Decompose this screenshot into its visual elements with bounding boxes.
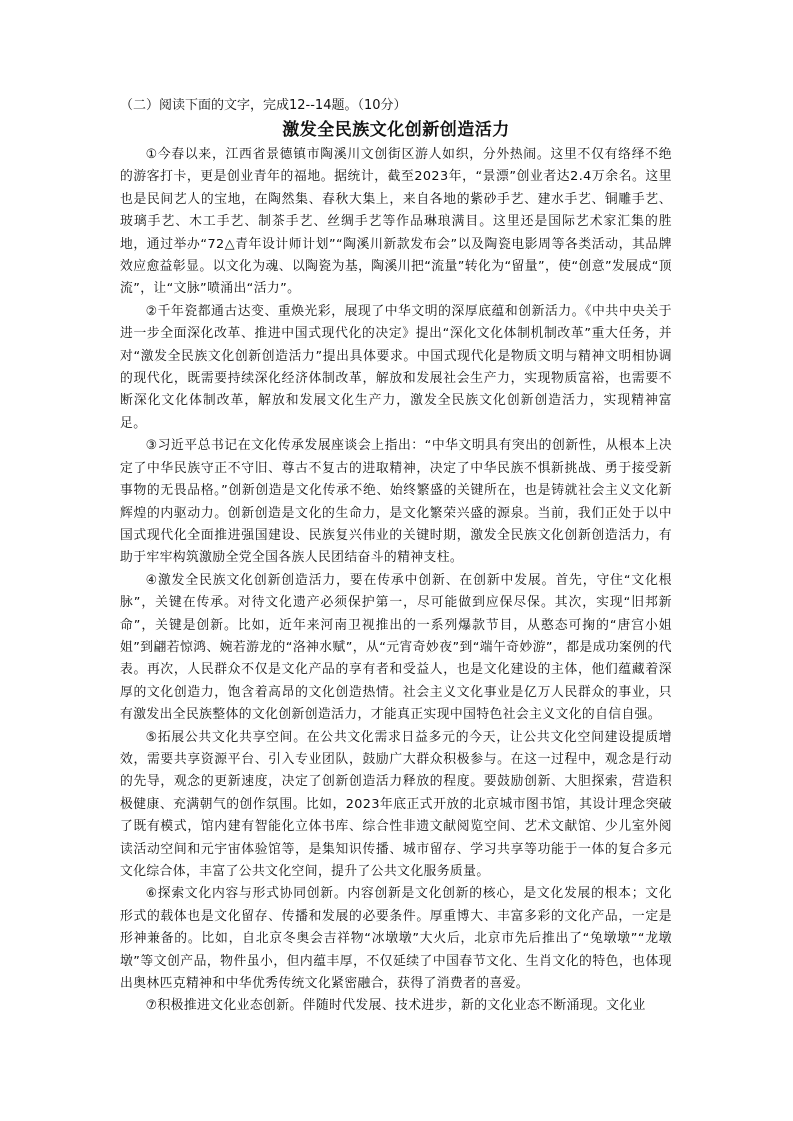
paragraph-3: ③习近平总书记在文化传承发展座谈会上指出：“中华文明具有突出的创新性，从根本上决定了中华民族守正不守旧、尊古不复古的进取精神，决定了中华民族不惧新挑战、勇于接受新事物的无畏品格。”创新创造是文化传承不绝、始终繁盛的关键所在，也是铸就社会主义文化新辉煌的内驱动力。创新创造是文化的生命力，是文化繁荣兴盛的源泉。当前，我们正处于以中国式现代化全面推进强国建设、民族复兴伟业的关键时期，激发全民族文化创新创造活力，有助于牢牢构筑激励全党全国各族人民团结奋斗的精神支柱。 (120, 438, 672, 566)
section-heading: （二）阅读下面的文字，完成12--14题。（10分） (120, 98, 407, 113)
article-title: 激发全民族文化创新创造活力 (282, 120, 510, 140)
paragraph-7: ⑦积极推进文化业态创新。伴随时代发展、技术进步，新的文化业态不断涌现。文化业 (145, 998, 646, 1014)
paragraph-4: ④激发全民族文化创新创造活力，要在传承中创新、在创新中发展。首先，守住“文化根脉”，关键在传承。对待文化遗产必须保护第一，尽可能做到应保尽保。其次，实现“旧邦新命”，关键是创新。比如，近年来河南卫视推出的一系列爆款节目，从憨态可掬的“唐宫小姐姐”到翩若惊鸿、婉若游龙的“洛神水赋”，从“元宵奇妙夜”到“端午奇妙游”，都是成功案例的代表。再次，人民群众不仅是文化产品的享有者和受益人，也是文化建设的主体，他们蕴藏着深厚的文化创造力，饱含着高昂的文化创造热情。社会主义文化事业是亿万人民群众的事业，只有激发出全民族整体的文化创新创造活力，才能真正实现中国特色社会主义文化的自信自强。 (120, 572, 672, 723)
paragraph-5: ⑤拓展公共文化共享空间。在公共文化需求日益多元的今天，让公共文化空间建设提质增效，需要共享资源平台、引入专业团队，鼓励广大群众积极参与。在这一过程中，观念是行动的先导，观念的更新速度，决定了创新创造活力释放的程度。要鼓励创新、大胆探索，营造积极健康、充满朝气的创作氛围。比如，2023年底正式开放的北京城市图书馆，其设计理念突破了既有模式，馆内建有智能化立体书库、综合性非遗文献阅览空间、艺术文献馆、少儿室外阅读活动空间和元宇宙体验馆等，是集知识传播、城市留存、学习共享等功能于一体的复合多元文化综合体，丰富了公共文化空间，提升了公共文化服务质量。 (120, 729, 672, 879)
paragraph-6: ⑥探索文化内容与形式协同创新。内容创新是文化创新的核心，是文化发展的根本；文化形式的载体也是文化留存、传播和发展的必要条件。厚重博大、丰富多彩的文化产品，一定是形神兼备的。比如，自北京冬奥会吉祥物“冰墩墩”大火后，北京市先后推出了“兔墩墩”“龙墩墩”等文创产品，物件虽小，但内蕴丰厚，不仅延续了中国春节文化、生肖文化的特色，也体现出奥林匹克精神和中华优秀传统文化紧密融合，获得了消费者的喜爱。 (120, 886, 672, 992)
article-body (120, 96, 672, 1018)
paragraph-2: ②千年瓷都通古达变、重焕光彩，展现了中华文明的深厚底蕴和创新活力。《中共中央关于进一步全面深化改革、推进中国式现代化的决定》提出“深化文化体制机制改革”重大任务，并对“激发全民族文化创新创造活力”提出具体要求。中国式现代化是物质文明与精神文明相协调的现代化，既需要持续深化经济体制改革，解放和发展社会生产力，实现物质富裕，也需要不断深化文化体制改革，解放和发展文化生产力，激发全民族文化创新创造活力，实现精神富足。 (120, 303, 672, 431)
paragraph-1: ①今春以来，江西省景德镇市陶溪川文创街区游人如织，分外热闹。这里不仅有络绎不绝的游客打卡，更是创业青年的福地。据统计，截至2023年，“景漂”创业者达2.4万余名。这里也是民间艺人的宝地，在陶然集、春秋大集上，来自各地的紫砂手艺、建水手艺、铜雕手艺、玻璃手艺、木工手艺、制茶手艺、丝绸手艺等作品琳琅满目。这里还是国际艺术家汇集的胜地，通过举办“72△青年设计师计划”“陶溪川新款发布会”以及陶瓷电影周等各类活动，其品牌效应愈益彰显。以文化为魂、以陶瓷为基，陶溪川把“流量”转化为“留量”，使“创意”发展成“顶流”，让“文脉”喷涌出“活力”。 (120, 147, 672, 297)
